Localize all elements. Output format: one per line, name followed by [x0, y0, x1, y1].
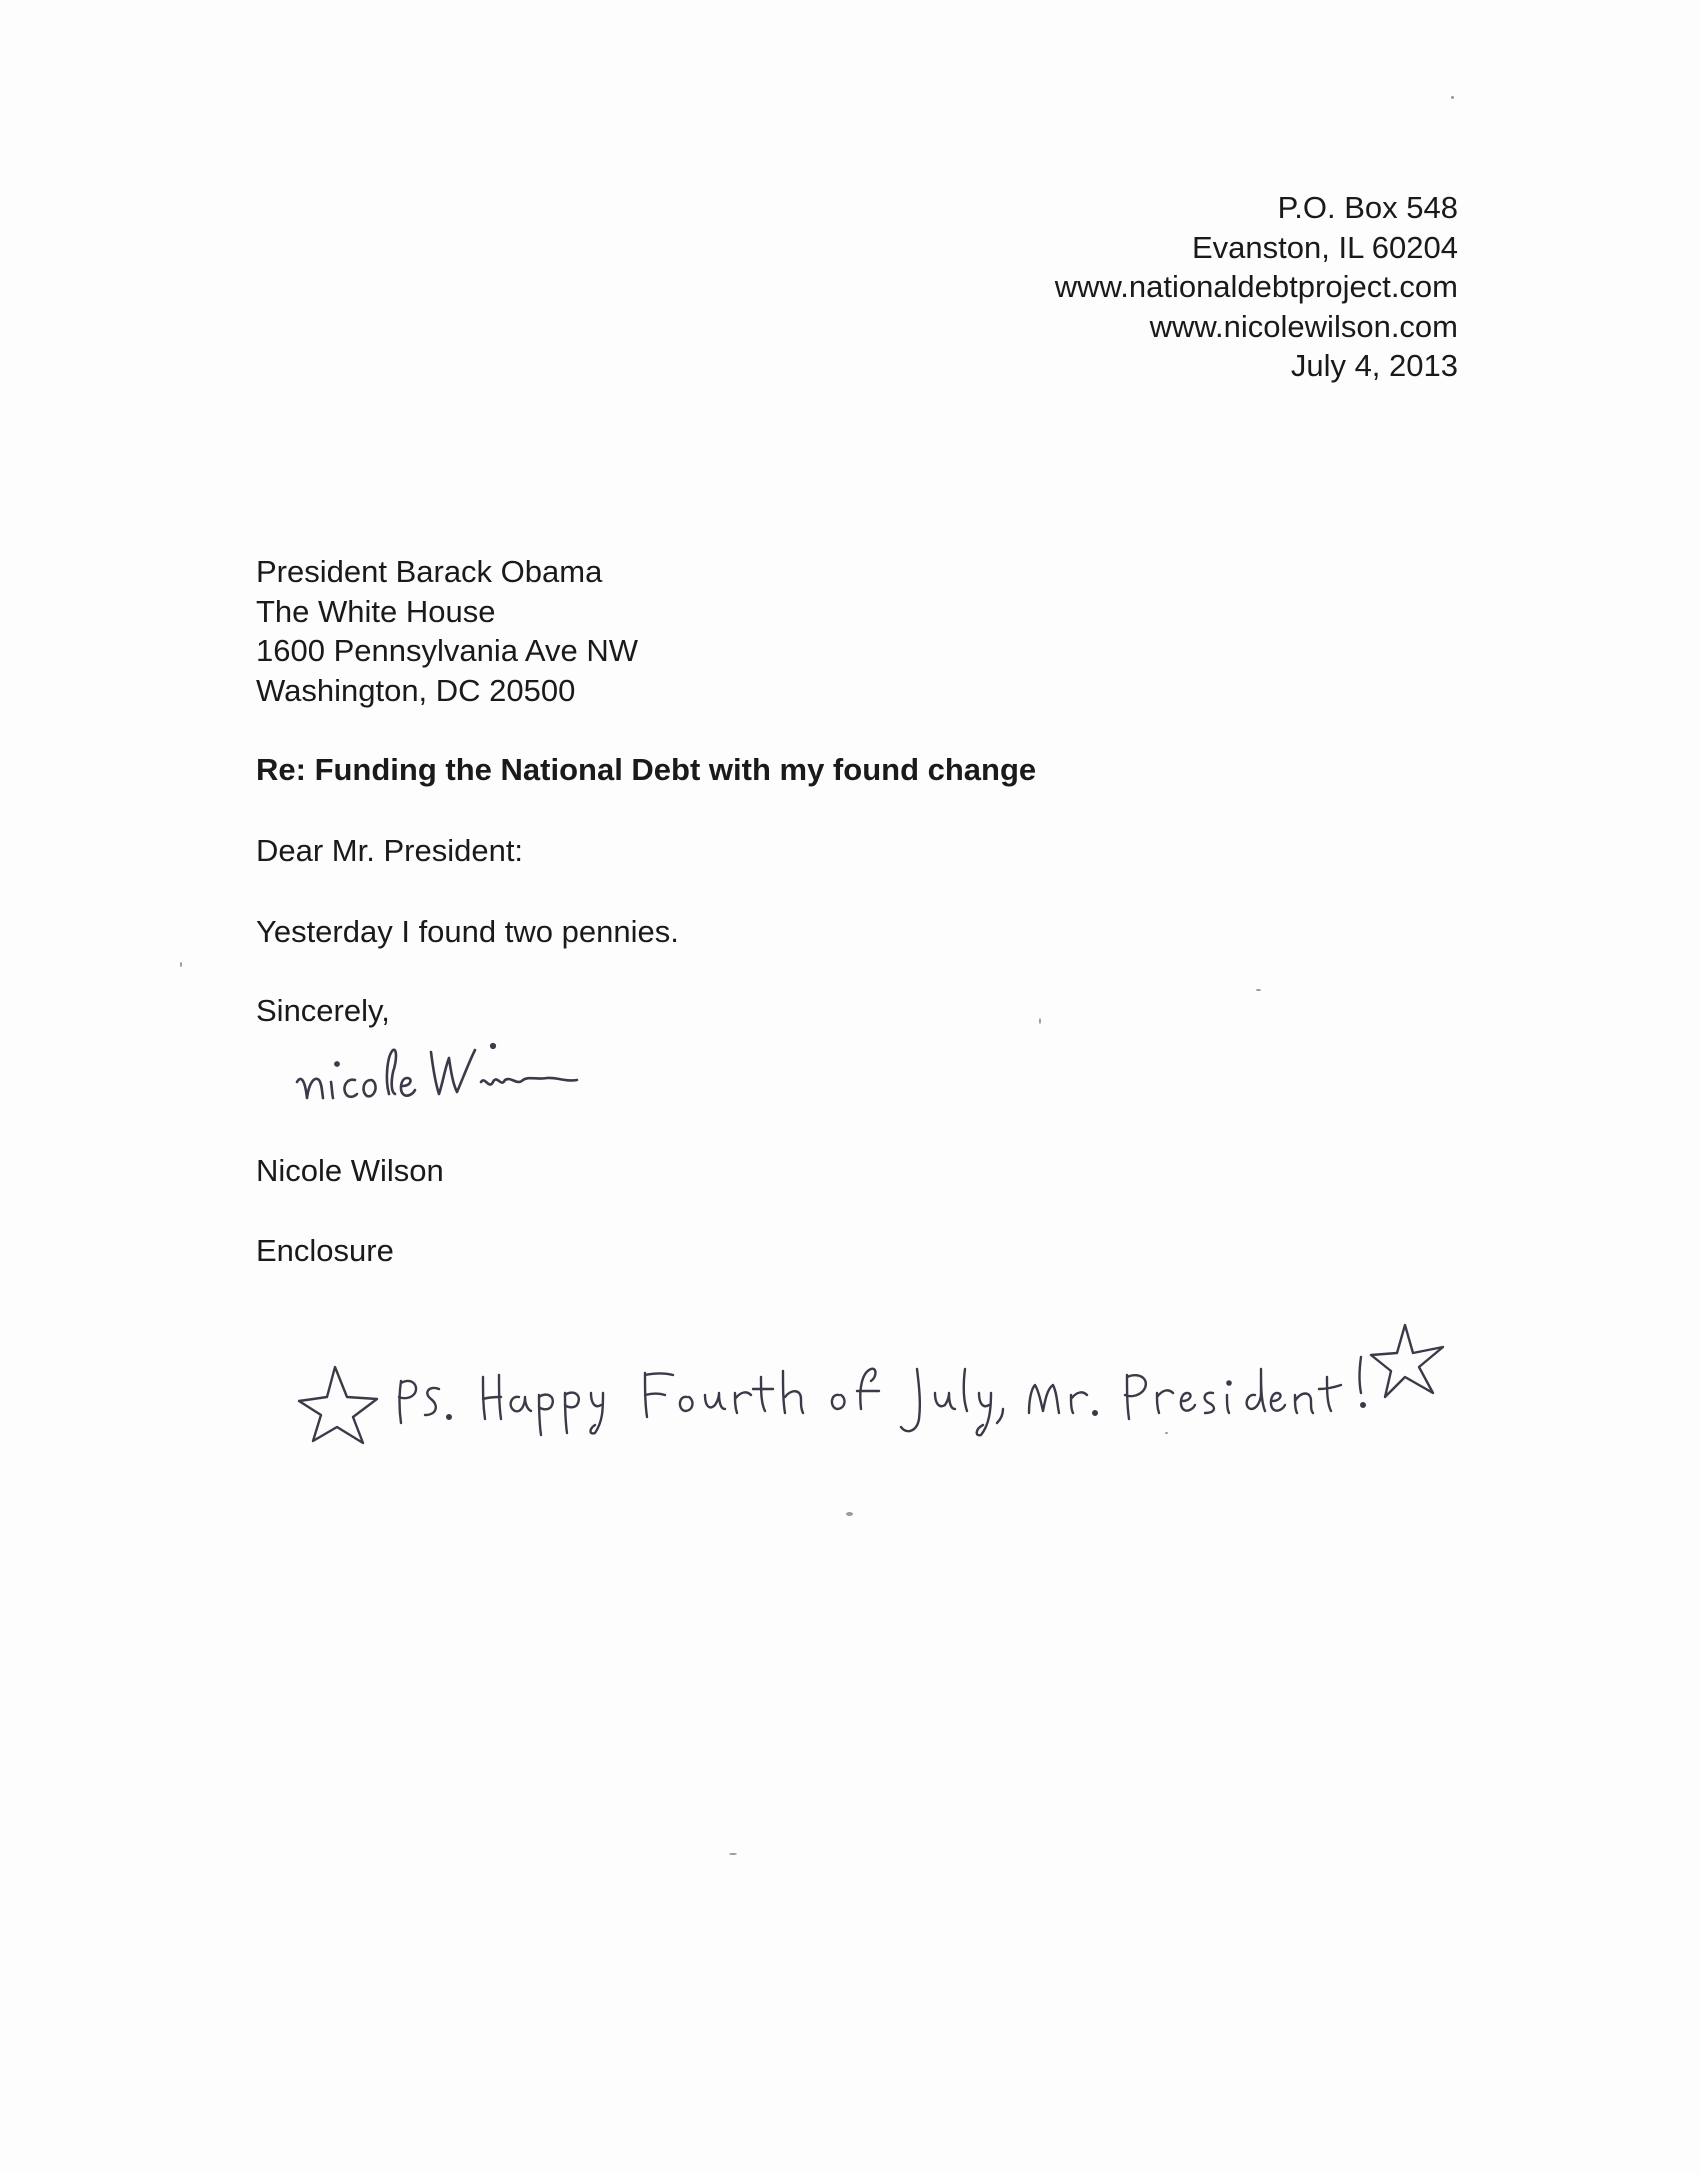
sender-website-personal: www.nicolewilson.com	[1149, 308, 1458, 344]
recipient-name: President Barack Obama	[256, 554, 603, 589]
letter-body: Yesterday I found two pennies.	[256, 914, 679, 949]
star-icon	[299, 1367, 377, 1443]
recipient-street: 1600 Pennsylvania Ave NW	[256, 633, 638, 668]
handwritten-postscript	[295, 1285, 1535, 1445]
scan-speck	[1039, 1018, 1041, 1024]
letter-date: July 4, 2013	[1290, 348, 1458, 383]
scan-speck	[1165, 1432, 1168, 1434]
scan-speck	[1451, 96, 1454, 99]
scan-speck	[846, 1512, 853, 1516]
closing: Sincerely,	[256, 993, 390, 1028]
star-icon	[1371, 1325, 1443, 1397]
handwritten-signature	[285, 1020, 645, 1130]
recipient-organization: The White House	[256, 593, 496, 629]
enclosure-note: Enclosure	[256, 1233, 394, 1268]
scan-speck	[1256, 989, 1261, 991]
recipient-address-block	[256, 552, 638, 710]
sender-city-state-zip: Evanston, IL 60204	[1192, 229, 1458, 265]
sender-address-block	[1055, 188, 1458, 386]
subject-line: Re: Funding the National Debt with my found change	[256, 752, 1037, 787]
scan-speck	[180, 962, 182, 967]
recipient-city-state-zip: Washington, DC 20500	[256, 672, 576, 708]
sender-po-box: P.O. Box 548	[1277, 190, 1458, 225]
sender-website-national-debt: www.nationaldebtproject.com	[1054, 269, 1458, 304]
signer-name: Nicole Wilson	[256, 1153, 444, 1188]
scan-speck	[729, 1853, 737, 1855]
salutation: Dear Mr. President:	[256, 833, 524, 868]
